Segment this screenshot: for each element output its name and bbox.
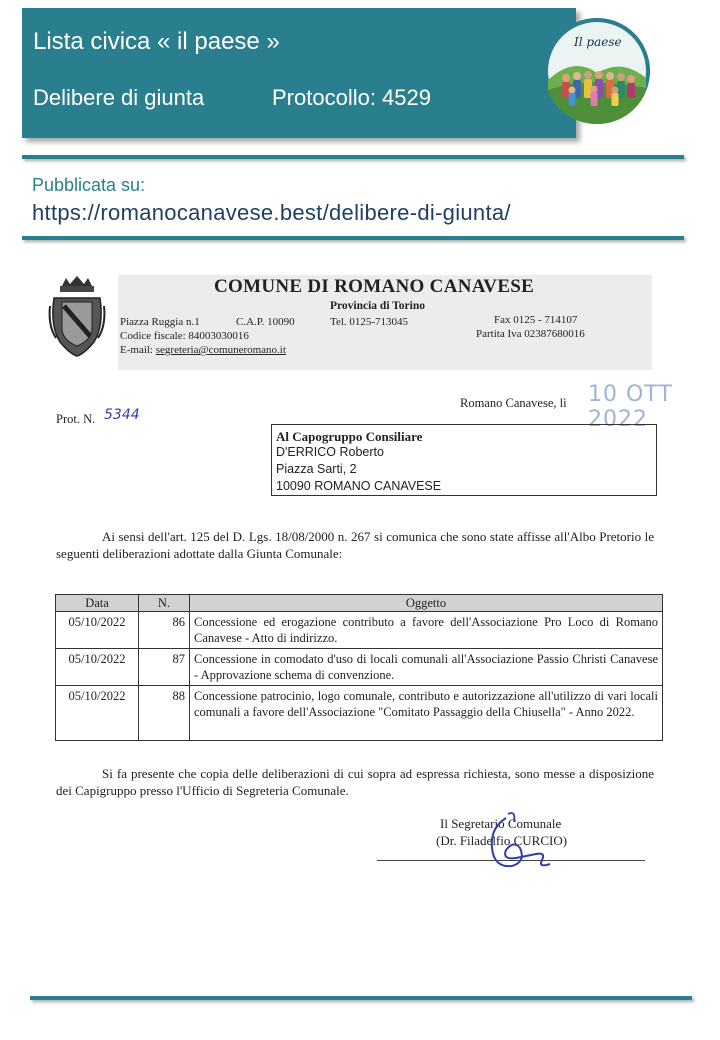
closing-paragraph: Si fa presente che copia delle deliberazioni di cui sopra ad espressa richiesta, sono messe a disposizione dei Capigruppo presso l'Ufficio di Segreteria Comunale. <box>56 766 654 798</box>
divider-bottom <box>30 996 692 1000</box>
letterhead-email-row <box>120 344 286 356</box>
email-link[interactable]: segreteria@comuneromano.it <box>155 344 286 356</box>
cell-date: 05/10/2022 <box>56 612 139 649</box>
column-header-oggetto: Oggetto <box>190 595 663 612</box>
protocol-label: Prot. N. <box>56 412 96 426</box>
date-stamp: 10 OTT 2022 <box>588 382 673 432</box>
cell-oggetto: Concessione in comodato d'uso di locali comunali all'Associazione Passio Christi Canavese - Approvazione schema di convenzione. <box>190 649 663 686</box>
letterhead-codice-fiscale: Codice fiscale: 84003030016 <box>120 330 249 342</box>
cell-oggetto: Concessione ed erogazione contributo a favore dell'Associazione Pro Loco di Romano Canavese - Atto di indirizzo. <box>190 612 663 649</box>
letterhead-tel: Tel. 0125-713045 <box>330 316 409 328</box>
recipient-line: D'ERRICO Roberto <box>276 445 384 459</box>
comune-name: COMUNE DI ROMANO CANAVESE <box>214 276 535 297</box>
table-row <box>56 649 663 686</box>
header-protocol: Protocollo: 4529 <box>272 85 431 110</box>
signatory-name: (Dr. Filadelfio CURCIO) <box>436 833 568 848</box>
letterhead-partita-iva: Partita Iva 02387680016 <box>476 328 585 340</box>
cell-number: 88 <box>139 686 190 741</box>
header-title: Lista civica « il paese » <box>33 28 280 55</box>
deliberations-table <box>55 594 663 741</box>
letterhead-fax: Fax 0125 - 714107 <box>494 314 578 326</box>
recipient-box <box>271 424 657 496</box>
coat-of-arms-icon <box>48 276 106 358</box>
svg-text:Il paese: Il paese <box>574 35 622 49</box>
handwritten-signature <box>476 808 566 874</box>
table-row <box>56 686 663 741</box>
recipient-line: Al Capogruppo Consiliare <box>276 429 423 444</box>
place-date: Romano Canavese, lì <box>460 396 567 410</box>
provincia: Provincia di Torino <box>330 300 426 312</box>
column-header-number: N. <box>139 595 190 612</box>
published-label: Pubblicata su: <box>32 175 146 195</box>
intro-paragraph: Ai sensi dell'art. 125 del D. Lgs. 18/08/2000 n. 267 si comunica che sono state affisse all'Albo Pretorio le seguenti deliberazioni adottate dalla Giunta Comunale: <box>56 529 654 561</box>
letterhead-cap: C.A.P. 10090 <box>236 316 295 328</box>
protocol-number: 5344 <box>104 407 140 423</box>
cell-date: 05/10/2022 <box>56 649 139 686</box>
cell-number: 86 <box>139 612 190 649</box>
recipient-line: 10090 ROMANO CANAVESE <box>276 479 442 493</box>
column-header-data: Data <box>56 595 139 612</box>
recipient-line: Piazza Sarti, 2 <box>276 462 357 476</box>
email-label: E-mail: <box>120 344 153 356</box>
letterhead-address: Piazza Ruggia n.1 <box>120 316 200 328</box>
published-url-link[interactable]: https://romanocanavese.best/delibere-di-giunta/ <box>32 200 511 225</box>
cell-number: 87 <box>139 649 190 686</box>
cell-date: 05/10/2022 <box>56 686 139 741</box>
table-header-row <box>56 595 663 612</box>
header-section: Delibere di giunta <box>33 85 205 110</box>
signatory-title: Il Segretario Comunale <box>440 816 562 831</box>
table-row <box>56 612 663 649</box>
cell-oggetto: Concessione patrocinio, logo comunale, contributo e autorizzazione all'utilizzo di vari locali comunali a favore dell'Associazione "Comitato Passaggio della Chiusella" - Anno 2022. <box>190 686 663 741</box>
